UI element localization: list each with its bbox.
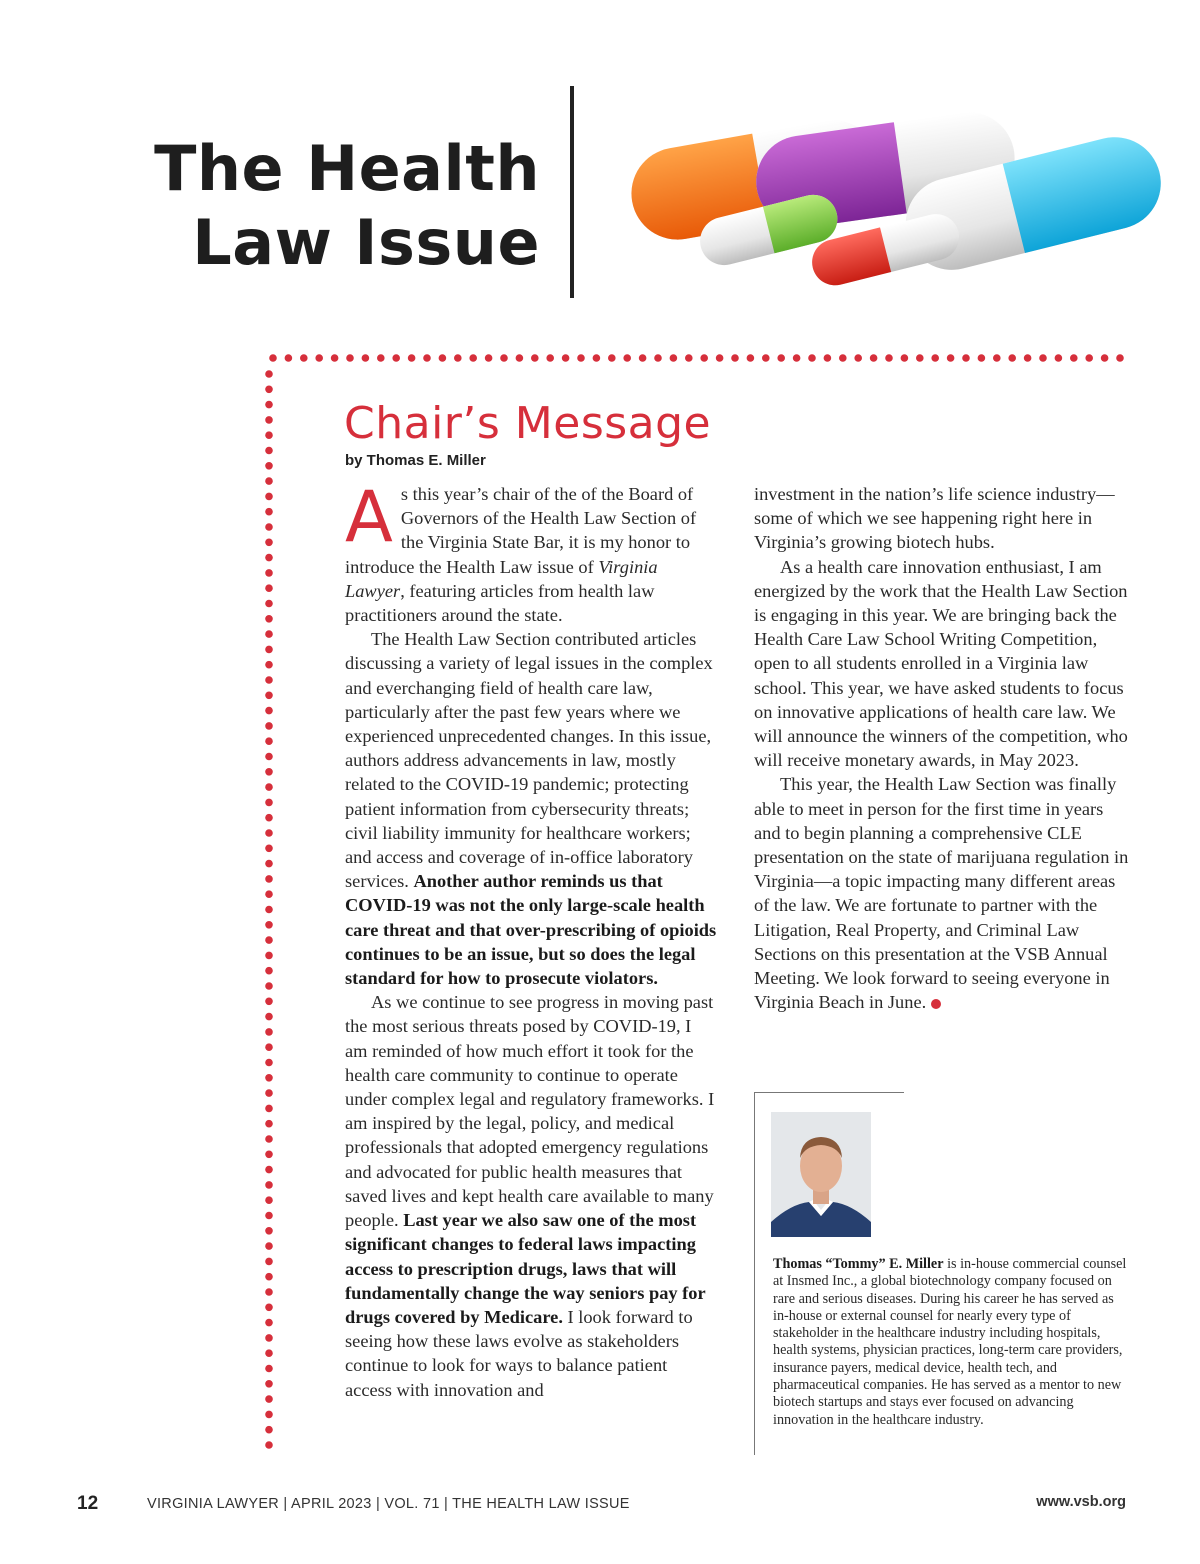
title-divider	[570, 86, 574, 298]
paragraph-6	[754, 772, 1132, 1014]
paragraph-3-end: I look forward to seeing how these laws evolve as stakeholders continue to look for ways to balance patient access with innovation and	[345, 1306, 693, 1400]
page-title	[100, 132, 540, 280]
footer-publication: VIRGINIA LAWYER | APRIL 2023 | VOL. 71 | THE HEALTH LAW ISSUE	[147, 1496, 630, 1512]
bio-text: is in-house commercial counsel at Insmed Inc., a global biotechnology company focused on rare and serious diseases. During his career he has served as in-house or external counsel for nearly every type of stakeholder in the healthcare industry including hospitals, health systems, physician practices, long-term care providers, insurance payers, medical device, health tech, and pharmaceutical companies. He has served as a mentor to new biotech startups and stays ever focused on advancing innovation in the healthcare industry.	[773, 1256, 1127, 1428]
bio-rule-top	[754, 1092, 904, 1093]
paragraph-2-text: The Health Law Section contributed articles discussing a variety of legal issues in the complex and everchanging field of health care law, particularly after the past few years where we experienced unprecedented changes. In this issue, authors address advancements in law, mostly related to the COVID-19 pandemic; protecting patient information from cybersecurity threats; civil liability immunity for healthcare workers; and access and coverage of in-office laboratory services.	[345, 629, 713, 892]
author-photo	[771, 1112, 871, 1237]
section-heading: Chair’s Message	[344, 398, 712, 449]
article-column-2	[754, 482, 1132, 1014]
end-mark-icon	[931, 999, 941, 1009]
article-column-1	[345, 476, 717, 1402]
bio-rule-left	[754, 1092, 755, 1455]
bio-name: Thomas “Tommy” E. Miller	[773, 1256, 944, 1272]
paragraph-3-text: As we continue to see progress in moving past the most serious threats posed by COVID-19, I am reminded of how much effort it took for the health care community to continue to operate under complex legal and regulatory frameworks. I am inspired by the legal, policy, and medical professionals that adopted emergency regulations and advocated for public health measures that saved lives and kept health care available to many people.	[345, 992, 715, 1231]
publication-name: Virginia Lawyer	[345, 556, 658, 601]
paragraph-1-end: , featuring articles from health law practitioners around the state.	[345, 580, 655, 626]
footer-url[interactable]: www.vsb.org	[1036, 1494, 1126, 1510]
dotted-frame-left	[262, 368, 276, 1458]
paragraph-2	[345, 627, 717, 990]
capsules-illustration	[610, 98, 1170, 298]
paragraph-3-emphasis: Last year we also saw one of the most significant changes to federal laws impacting access to prescription drugs, laws that will fundamentally change the way seniors pay for drugs covered by Medicare.	[345, 1210, 706, 1327]
paragraph-3	[345, 990, 717, 1401]
page-number: 12	[77, 1493, 99, 1514]
paragraph-4: investment in the nation’s life science industry—some of which we see happening right here in Virginia’s growing biotech hubs.	[754, 484, 1115, 553]
title-line-2: Law Issue	[192, 206, 540, 279]
author-bio	[773, 1256, 1129, 1429]
dotted-frame-top	[266, 351, 1136, 365]
title-line-1: The Health	[154, 132, 540, 205]
paragraph-2-emphasis: Another author reminds us that COVID-19 was not the only large-scale health care threat and that over-prescribing of opioids continues to be an issue, but so does the legal standard for how to prosecute violators.	[345, 871, 717, 989]
paragraph-1-text: s this year’s chair of the of the Board of Governors of the Health Law Section of the Virginia State Bar, it is my honor to introduce the Health Law issue of	[345, 484, 697, 577]
paragraph-6-text: This year, the Health Law Section was finally able to meet in person for the first time in years and to begin planning a comprehensive CLE presentation on the state of marijuana regulation in Virginia—a topic impacting many different areas of the law. We are fortunate to partner with the Litigation, Real Property, and Criminal Law Sections on this presentation at the VSB Annual Meeting. We look forward to seeing everyone in Virginia Beach in June.	[754, 774, 1129, 1013]
byline: by Thomas E. Miller	[345, 452, 486, 469]
paragraph-5: As a health care innovation enthusiast, I am energized by the work that the Health Law Section is engaging in this year. We are bringing back the Health Care Law School Writing Competition, open to all students enrolled in a Virginia law school. This year, we have asked students to focus on innovative applications of health care law. We will announce the winners of the competition, who will receive monetary awards, in May 2023.	[754, 556, 1128, 771]
dropcap: A	[345, 476, 393, 558]
